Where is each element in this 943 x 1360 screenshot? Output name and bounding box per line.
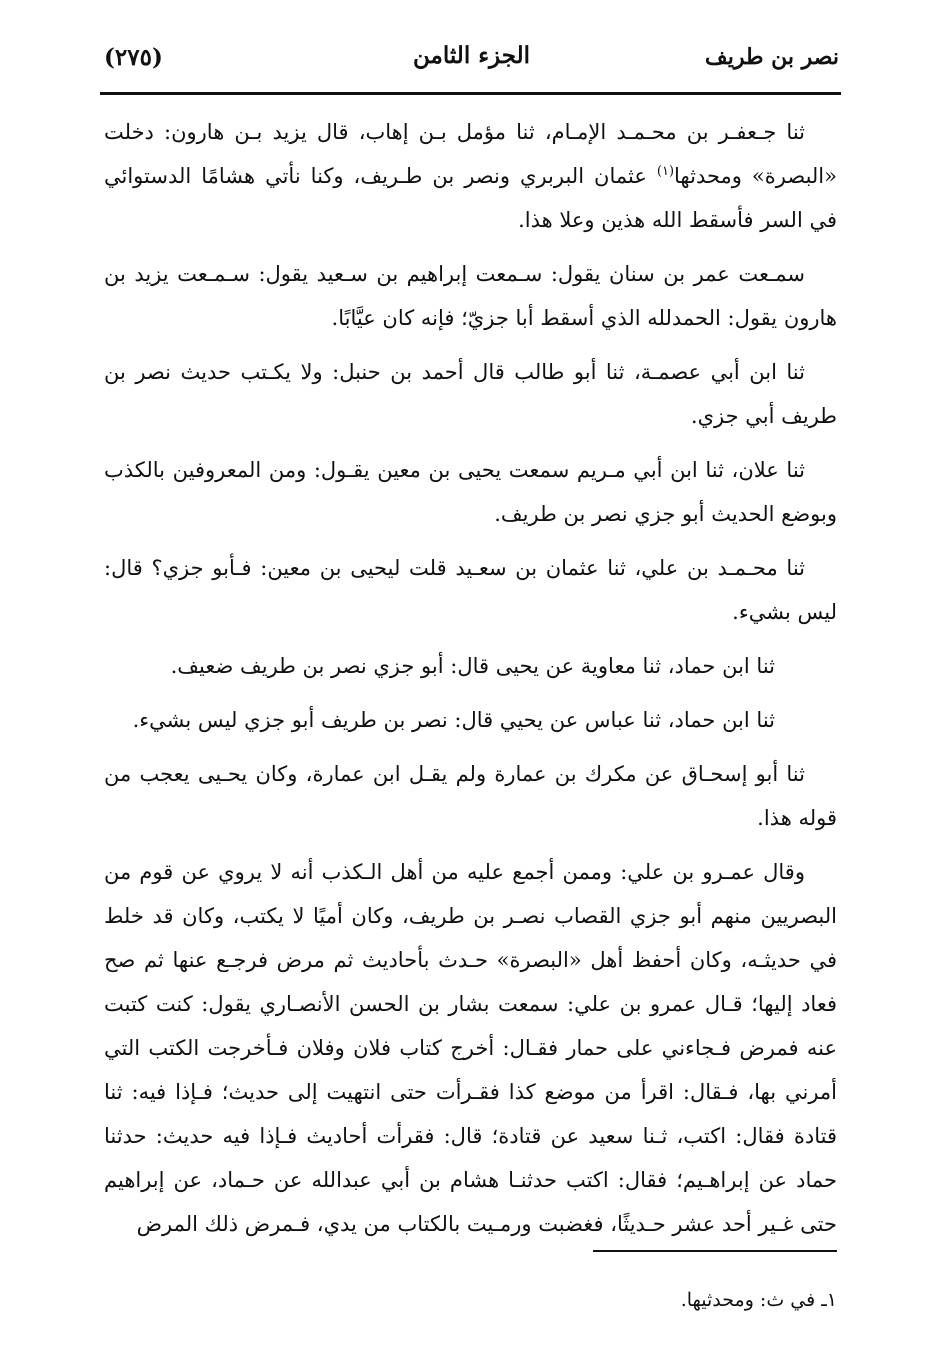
paragraph-2: سمـعت عمر بن سنان يقول: سـمعت إبراهيم بن سـعيد يقول: سـمـعت يزيد بن هارون يقول: الحمدلله الذي أسقط أبا جزيّ؛ فإنه كان عيَّابًا. — [104, 262, 837, 330]
header-rule — [100, 92, 841, 95]
paragraph-7: ثنا ابن حماد، ثنا عباس عن يحيي قال: نصر بن طريف أبو جزي ليس بشيء. — [132, 708, 775, 732]
volume-label: الجزء الثامن — [413, 42, 530, 69]
footnote-rule — [593, 1250, 837, 1252]
paragraph-9: وقال عمـرو بن علي: وممن أجمع عليه من أهل الـكذب أنه لا يروي عن قوم من البصريين منهم أبو جزي القصاب نصـر بن طريف، وكان أميًا لا يكتب، وكان قد خلط في حديثـه، وكان أحفظ أهل «البصرة» حـدث بأحاديث ثم مرض فرجـع عنها ثم صح فعاد إليها؛ قـال عمرو بن علي: سمعت بشار بن الحسن الأنصـاري يقول: كنت كتبت عنه فمرض فـجاءني على حمار فقـال: أخرج كتاب فلان وفلان فـأخرجت الكتب التي أمرني بها، فـقال: اقرأ من موضع كذا فقـرأت حتى انتهيت إلى حديث؛ فـإذا فيه: ثنا قتادة فقال: اكتب، ثـنا سعيد عن قتادة؛ قال: فقرأت أحاديث فـإذا فيه حديث: حدثنا حماد عن إبراهـيم؛ فقال: اكتب حدثنـا هشام بن أبي عبدالله عن حـماد، عن إبراهيم حتى غـير أحد عشر حـديثًا، فغضبت ورمـيت بالكتاب من يدي، فـمرض ذلك المرض — [104, 860, 837, 1236]
paragraph-1 — [104, 110, 837, 242]
paragraph-3: ثنا ابن أبي عصمـة، ثنا أبو طالب قال أحمد بن حنبل: ولا يكـتب حديث نصر بن طريف أبي جزي. — [104, 360, 837, 428]
running-title: نصر بن طريف — [704, 44, 839, 70]
page-number: (٢٧٥) — [104, 44, 163, 71]
running-head — [100, 38, 843, 78]
paragraph-6: ثنا ابن حماد، ثنا معاوية عن يحيى قال: أبو جزي نصر بن طريف ضعيف. — [170, 654, 775, 678]
footnote: ١ـ في ث: ومحدثيها. — [680, 1289, 837, 1311]
paragraph-5: ثنا محـمـد بن علي، ثنا عثمان بن سعـيد قلت ليحيى بن معين: فـأبو جزي؟ قال: ليس بشيء. — [104, 556, 837, 624]
paragraph-8: ثنا أبو إسحـاق عن مكرك بن عمارة ولم يقـل ابن عمارة، وكان يحـيى يعجب من قوله هذا. — [104, 762, 837, 830]
footnote-marker: (١) — [656, 164, 675, 179]
paragraph-4: ثنا علان، ثنا ابن أبي مـريم سمعت يحيى بن معين يقـول: ومن المعروفين بالكذب وبوضع الحديث أبو جزي نصر بن طريف. — [104, 458, 837, 526]
body-text — [104, 110, 837, 1256]
paragraph-1-part-a: ثنا جـعفـر بن محـمـد الإمـام، ثنا مؤمل بـن إهاب، قال يزيد بـن هارون: دخلت «البصرة» ومحدثها — [104, 120, 837, 188]
paragraph-1-part-b: عثمان البربري ونصر بن طـريف، وكنا نأتي هشامًا الدستوائي في السر فأسقط الله هذين وعلا هذا. — [104, 164, 837, 232]
